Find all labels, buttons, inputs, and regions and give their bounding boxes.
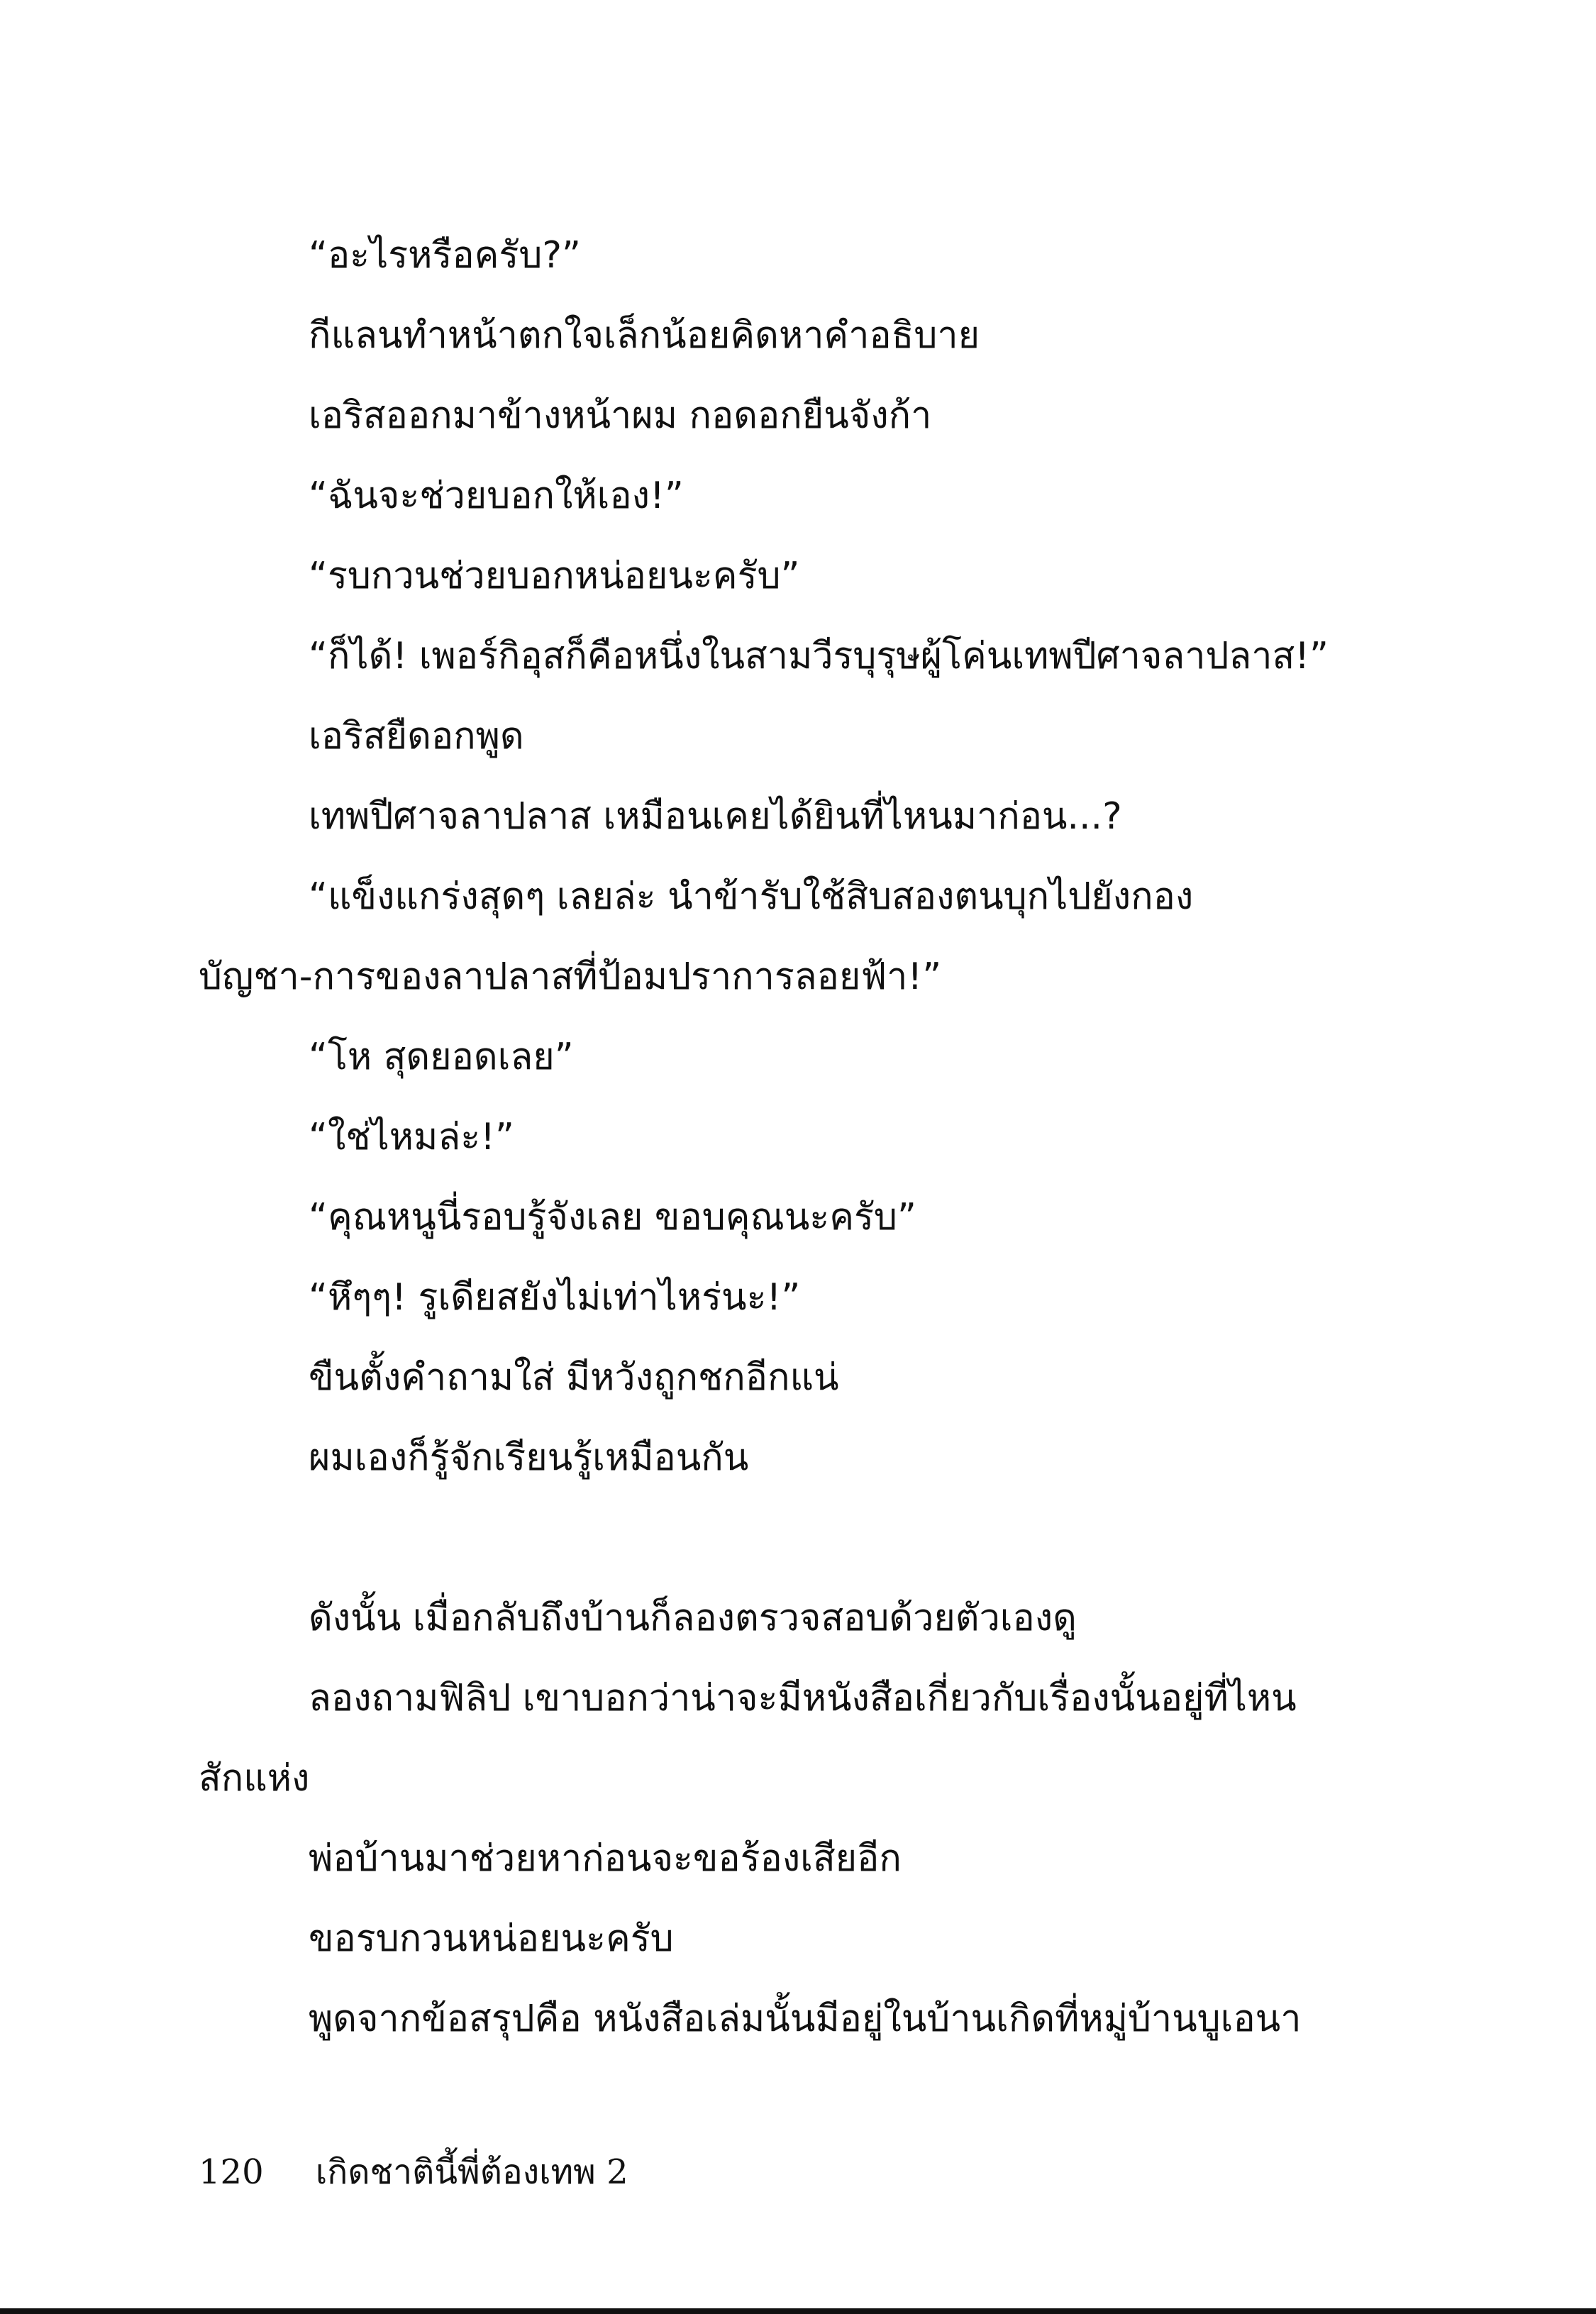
- narration-line: ขอรบกวนหน่อยนะครับ: [309, 1917, 674, 1960]
- page-footer: [199, 2149, 628, 2195]
- dialogue-line: “รบกวนช่วยบอกหน่อยนะครับ”: [309, 555, 800, 597]
- narration-line: ดังนั้น เมื่อกลับถึงบ้านก็ลองตรวจสอบด้วยตัวเองดู: [309, 1597, 1077, 1639]
- section-break: [199, 1498, 1305, 1578]
- dialogue-paragraph: “แข็งแกร่งสุดๆ เลยล่ะ นำข้ารับใช้สิบสองตนบุกไปยังกองบัญชา-การของลาปลาสที่ป้อมปราการลอยฟ้า!”: [199, 875, 1194, 998]
- dialogue-line: “ฉันจะช่วยบอกให้เอง!”: [309, 475, 684, 517]
- narration-paragraph: ลองถามฟิลิป เขาบอกว่าน่าจะมีหนังสือเกี่ยวกับเรื่องนั้นอยู่ที่ไหนสักแห่ง: [199, 1677, 1297, 1800]
- body-text: [199, 216, 1329, 2059]
- dialogue-line: “อะไรหรือครับ?”: [309, 234, 581, 277]
- dialogue-line: “ใช่ไหมล่ะ!”: [309, 1116, 514, 1158]
- narration-line: เทพปีศาจลาปลาส เหมือนเคยได้ยินที่ไหนมาก่อน...?: [309, 795, 1122, 838]
- bottom-border: [0, 2308, 1596, 2314]
- narration-line: ผมเองก็รู้จักเรียนรู้เหมือนกัน: [309, 1436, 749, 1479]
- narration-line: เอริสยืดอกพูด: [309, 715, 524, 758]
- dialogue-line: “ก็ได้! เพอร์กิอุสก็คือหนึ่งในสามวีรบุรุษผู้โค่นเทพปีศาจลาปลาส!”: [309, 635, 1329, 677]
- narration-line: ขืนตั้งคำถามใส่ มีหวังถูกชกอีกแน่: [309, 1356, 839, 1399]
- book-title: เกิดชาตินี้พี่ต้องเทพ 2: [315, 2152, 628, 2192]
- narration-line: พูดจากข้อสรุปคือ หนังสือเล่มนั้นมีอยู่ในบ้านเกิดที่หมู่บ้านบูเอนา: [309, 1998, 1302, 2040]
- narration-line: เอริสออกมาข้างหน้าผม กอดอกยืนจังก้า: [309, 394, 932, 437]
- dialogue-line: “คุณหนูนี่รอบรู้จังเลย ขอบคุณนะครับ”: [309, 1196, 916, 1239]
- dialogue-line: “หึๆๆ! รูเดียสยังไม่เท่าไหร่นะ!”: [309, 1276, 801, 1319]
- narration-line: กีแลนทำหน้าตกใจเล็กน้อยคิดหาคำอธิบาย: [309, 314, 980, 357]
- narration-line: พ่อบ้านมาช่วยหาก่อนจะขอร้องเสียอีก: [309, 1837, 902, 1880]
- page-number: 120: [199, 2152, 264, 2192]
- dialogue-line: “โห สุดยอดเลย”: [309, 1036, 574, 1078]
